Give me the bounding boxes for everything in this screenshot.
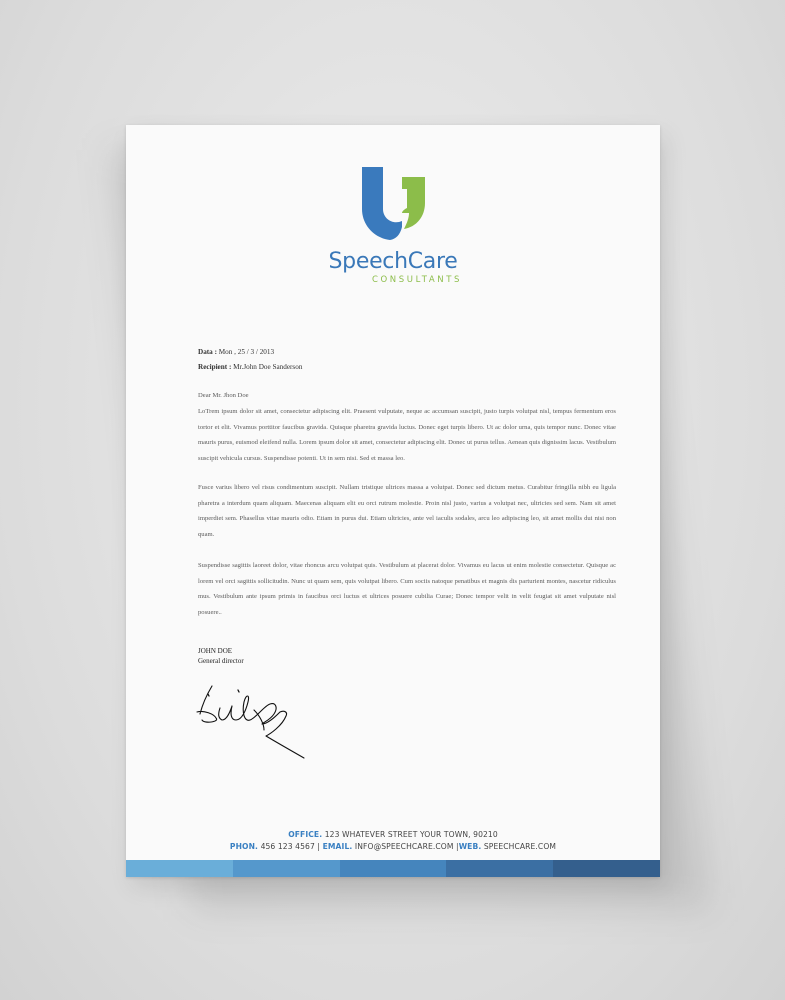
footer-color-bar <box>126 860 660 877</box>
brand-subtitle: CONSULTANTS <box>371 275 463 285</box>
web-value: SPEECHCARE.COM <box>483 842 557 851</box>
separator: | <box>456 842 459 851</box>
signer-title: General director <box>198 657 244 665</box>
handwritten-signature <box>194 680 344 760</box>
paragraph-1: LoTrem ipsum dolor sit amet, consectetur adipiscing elit. Praesent vulputate, neque ac accumsan suscipit, justo turpis volutpat nisl, tempus fermentum eros tortor et elit. Vivamus porttitor faucibus gravida. Quisque pharetra gravida luctus. Donec eget turpis libero. Ut ac dolor urna, quis tempor nunc. Donec vitae mauris purus, euismod eleifend nulla. Lorem ipsum dolor sit amet, consectetur adipiscing elit. Donec ut purus tellus. Aenean quis dignissim lacus. Vestibulum suscipit vehicula cursus. Suspendisse potenti. Ut in sem nisi. Sed et massa leo. <box>198 408 616 462</box>
recipient-label: Recipient : <box>198 363 232 371</box>
separator: | <box>317 842 321 851</box>
color-bar-segment <box>553 860 660 877</box>
paragraph-2: Fusce varius libero vel risus condimentum suscipit. Nullam tristique ultrices massa a volutpat. Donec sed dictum metus. Curabitur fringilla nibh eu ligula pharetra a interdum quam aliquam. Maecenas aliquam elit eu orci rutrum molestie. Proin nisl justo, varius a volutpat nec, ultricies sed sem. Nam sit amet imperdiet sem. Phasellus vitae mauris odio. Etiam in purus dui. Etiam ultricies, ante vel iaculis sodales, arcu leo adipiscing leo, sit amet mollis dui nisi non quam. <box>198 484 616 538</box>
brand-name: SpeechCare <box>328 249 458 274</box>
web-label: WEB. <box>458 842 482 851</box>
office-label: OFFICE. <box>288 830 323 839</box>
date-line <box>198 347 274 357</box>
footer-contact-line <box>126 841 660 853</box>
date-label: Data : <box>198 348 217 356</box>
footer-office-line <box>126 829 660 841</box>
email-value: INFO@SPEECHCARE.COM <box>354 842 454 851</box>
date-value: Mon , 25 / 3 / 2013 <box>218 348 275 356</box>
color-bar-segment <box>446 860 553 877</box>
letterhead-sheet <box>126 125 660 877</box>
greeting: Dear Mr. Jhon Doe <box>198 392 249 399</box>
signer-name: JOHN DOE <box>198 647 233 655</box>
recipient-value: Mr.John Doe Sanderson <box>233 363 303 371</box>
office-address: 123 WHATEVER STREET YOUR TOWN, 90210 <box>324 830 498 839</box>
color-bar-segment <box>126 860 233 877</box>
recipient-line <box>198 362 302 372</box>
color-bar-segment <box>340 860 447 877</box>
phone-value: 456 123 4567 <box>260 842 315 851</box>
paragraph-3: Suspendisse sagittis laoreet dolor, vitae rhoncus arcu volutpat quis. Vestibulum at placerat dolor. Vivamus eu lacus ut enim molestie consectetur. Quisque ac lorem vel orci sagittis sollicitudin. Nunc ut quam sem, quis volutpat libero. Cum sociis natoque penatibus et magnis dis parturient montes, nascetur ridiculus mus. Vestibulum ante ipsum primis in faucibus orci luctus et ultrices posuere cubilia Curae; Donec tempor velit in velit feugiat sit amet vulputate nisl posuere.. <box>198 562 616 616</box>
color-bar-segment <box>233 860 340 877</box>
email-label: EMAIL. <box>322 842 353 851</box>
speechcare-logo-icon <box>360 165 426 241</box>
phone-label: PHON. <box>229 842 259 851</box>
